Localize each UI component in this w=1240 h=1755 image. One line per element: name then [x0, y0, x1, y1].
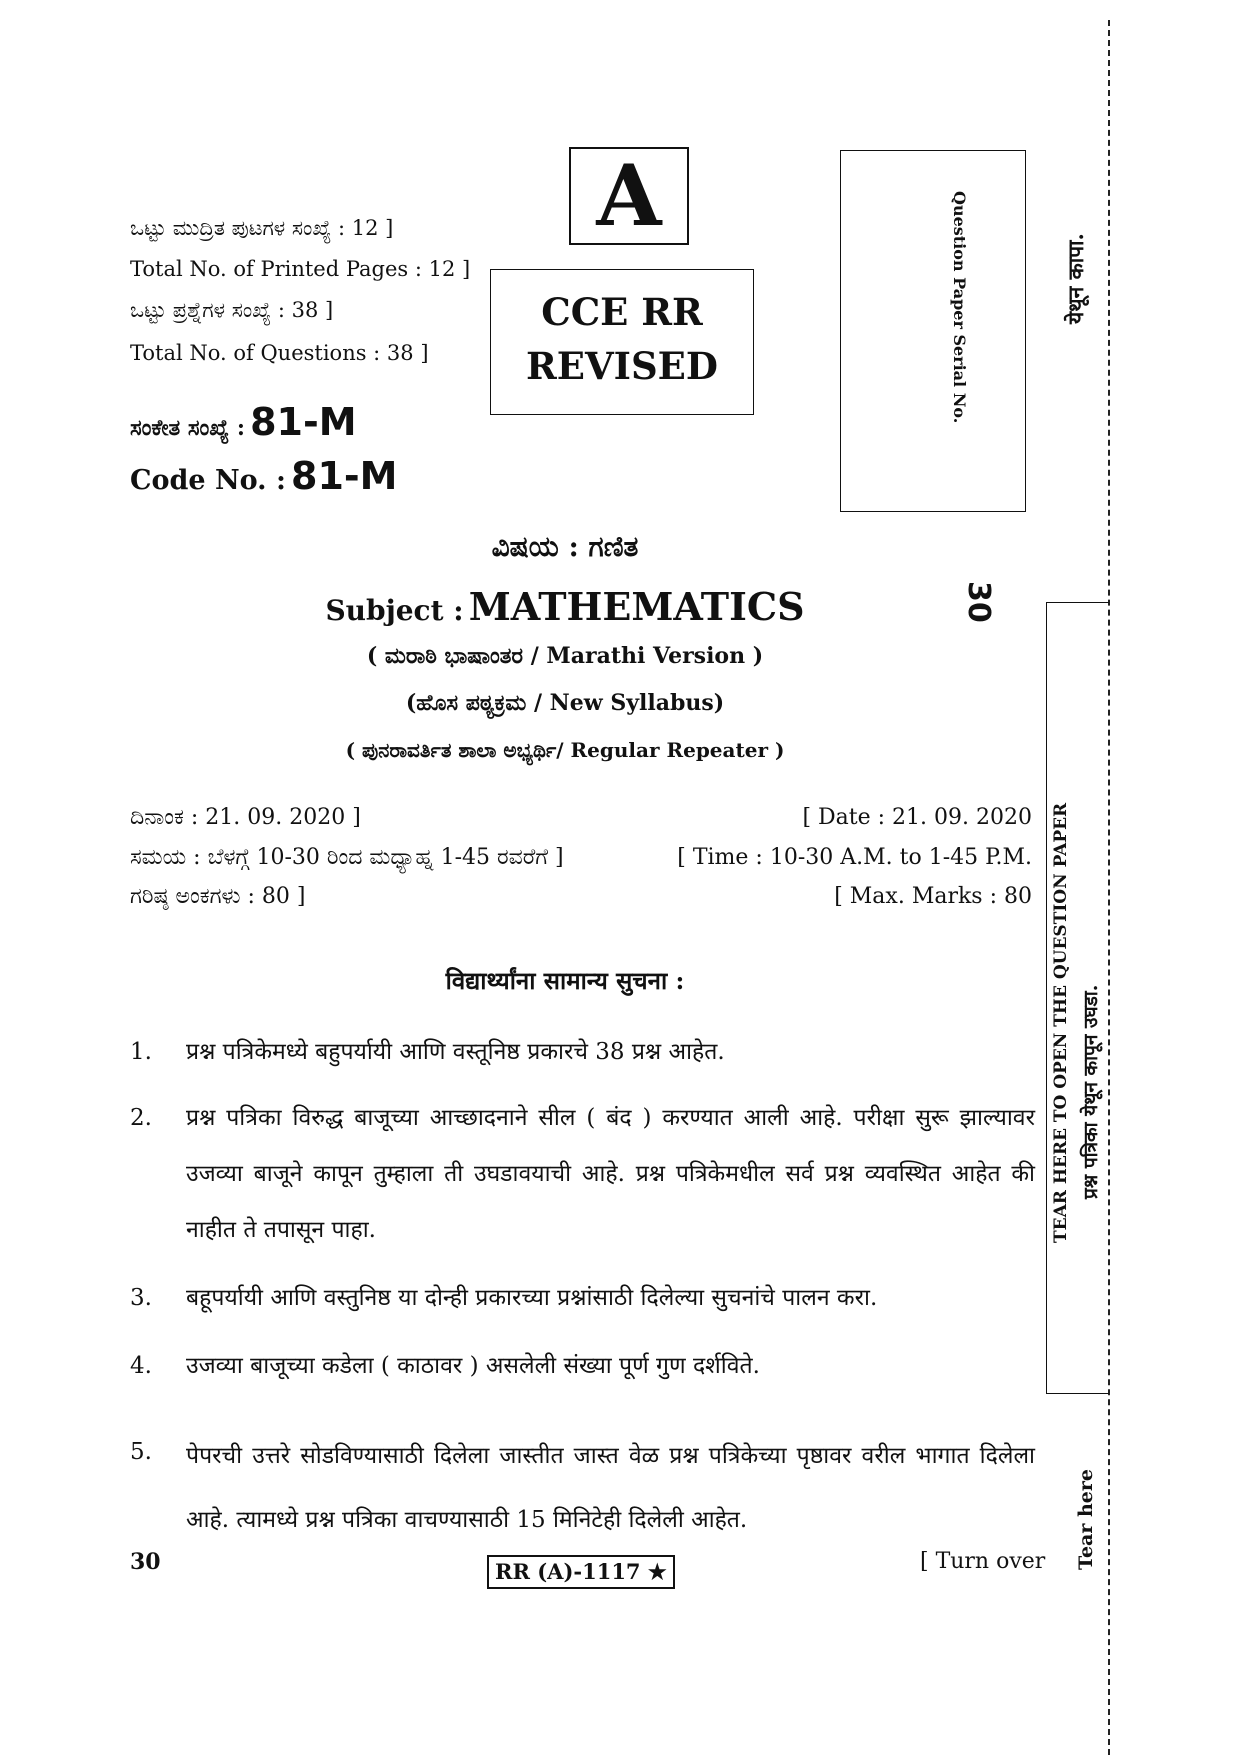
instruction-text: पेपरची उत्तरे सोडविण्यासाठी दिलेला जास्तीत जास्त वेळ प्रश्न पत्रिकेच्या पृष्ठावर वरील भागात दिलेला आहे. त्यामध्ये प्रश्न पत्रिका वाचण्यासाठी 15 मिनिटेही दिलेली आहेत. — [186, 1443, 1035, 1533]
marks-row — [130, 882, 1032, 912]
instruction-number: 3. — [130, 1285, 152, 1311]
date-row — [130, 803, 1032, 833]
max-marks-kannada: ಗರಿಷ್ಠ ಅಂಕಗಳು : 80 ] — [130, 884, 306, 909]
time-kannada: ಸಮಯ : ಬೆಳಗ್ಗೆ 10-30 ರಿಂದ ಮಧ್ಯಾಹ್ನ 1-45 ರವರೆಗೆ ] — [130, 845, 564, 870]
question-set-box — [569, 147, 689, 245]
instruction-text: बहूपर्यायी आणि वस्तुनिष्ठ या दोन्ही प्रकारच्या प्रश्नांसाठी दिलेल्या सुचनांचे पालन करा. — [186, 1285, 878, 1311]
cut-here-marathi: येथून कापा. — [1063, 233, 1088, 324]
code-number-kannada — [130, 400, 357, 444]
subject-english — [0, 584, 1185, 629]
max-marks-english: [ Max. Marks : 80 — [834, 884, 1032, 909]
code-label-kannada: ಸಂಕೇತ ಸಂಖ್ಯೆ : — [130, 415, 246, 441]
printed-pages-kannada: ಒಟ್ಟು ಮುದ್ರಿತ ಪುಟಗಳ ಸಂಖ್ಯೆ : 12 ] — [130, 216, 394, 240]
paper-code-box: RR (A)-1117 ★ — [487, 1555, 675, 1589]
subject-kannada: ವಿಷಯ : ಗಣಿತ — [491, 530, 639, 563]
serial-number-label: Question Paper Serial No. — [950, 191, 969, 424]
exam-scheme-line2: REVISED — [526, 344, 718, 388]
instruction-text: प्रश्न पत्रिका विरुद्ध बाजूच्या आच्छादनाने सील ( बंद ) करण्यात आली आहे. परीक्षा सुरू झाल्यावर उजव्या बाजूने कापून तुम्हाला ती उघडावयाची आहे. प्रश्न पत्रिकेमधील सर्व प्रश्न व्यवस्थित आहेत की नाहीत ते तपासून पाहा. — [186, 1105, 1035, 1243]
instruction-item — [130, 1270, 1035, 1326]
exam-scheme-box — [490, 269, 754, 415]
tear-strip — [1046, 602, 1109, 1394]
page-number: 30 — [130, 1549, 161, 1575]
instruction-text: प्रश्न पत्रिकेमध्ये बहुपर्यायी आणि वस्तूनिष्ठ प्रकारचे 38 प्रश्न आहेत. — [186, 1039, 725, 1065]
instruction-number: 5. — [130, 1439, 152, 1465]
turn-over: [ Turn over — [920, 1549, 1046, 1574]
tear-here-label: Tear here — [1075, 1469, 1097, 1570]
instruction-item — [130, 1338, 1035, 1394]
code-value-kannada: 81-M — [250, 400, 357, 444]
instruction-text: उजव्या बाजूच्या कडेला ( काठावर ) असलेली संख्या पूर्ण गुण दर्शविते. — [186, 1353, 760, 1379]
time-row — [130, 843, 1032, 873]
tear-instruction-marathi: प्रश्न पत्रिका येथून कापून उघडा. — [1080, 984, 1102, 1199]
questions-count-kannada: ಒಟ್ಟು ಪ್ರಶ್ನೆಗಳ ಸಂಖ್ಯೆ : 38 ] — [130, 298, 334, 322]
instruction-item — [130, 1024, 1035, 1080]
instruction-item — [130, 1424, 1035, 1552]
tear-instruction-english: TEAR HERE TO OPEN THE QUESTION PAPER — [1051, 802, 1071, 1243]
instructions-heading: विद्यार्थ्यांना सामान्य सुचना : — [445, 966, 685, 995]
subject-value: MATHEMATICS — [468, 584, 805, 629]
instruction-number: 2. — [130, 1105, 152, 1131]
instruction-number: 1. — [130, 1039, 152, 1065]
candidate-type: ( ಪುನರಾವರ್ತಿತ ಶಾಲಾ ಅಭ್ಯರ್ಥಿ/ Regular Repeater ) — [345, 738, 785, 762]
code-value-english: 81-M — [291, 454, 398, 498]
questions-count-english: Total No. of Questions : 38 ] — [130, 341, 429, 365]
date-english: [ Date : 21. 09. 2020 — [802, 805, 1032, 830]
syllabus-type: (ಹೊಸ ಪಠ್ಯಕ್ರಮ / New Syllabus) — [405, 690, 725, 716]
code-label-english: Code No. : — [130, 465, 286, 496]
question-set-letter: A — [596, 146, 662, 245]
subject-label: Subject : — [325, 594, 464, 627]
serial-number-box — [840, 150, 1026, 623]
time-english: [ Time : 10-30 A.M. to 1-45 P.M. — [677, 845, 1032, 870]
instruction-item — [130, 1090, 1035, 1258]
language-version: ( ಮರಾಠಿ ಭಾಷಾಂತರ / Marathi Version ) — [366, 643, 764, 669]
date-kannada: ದಿನಾಂಕ : 21. 09. 2020 ] — [130, 805, 361, 830]
exam-scheme-line1: CCE RR — [541, 290, 703, 334]
serial-number-value: 30 — [961, 581, 996, 623]
code-number-english — [130, 454, 398, 498]
instruction-number: 4. — [130, 1353, 152, 1379]
printed-pages-english: Total No. of Printed Pages : 12 ] — [130, 257, 471, 281]
